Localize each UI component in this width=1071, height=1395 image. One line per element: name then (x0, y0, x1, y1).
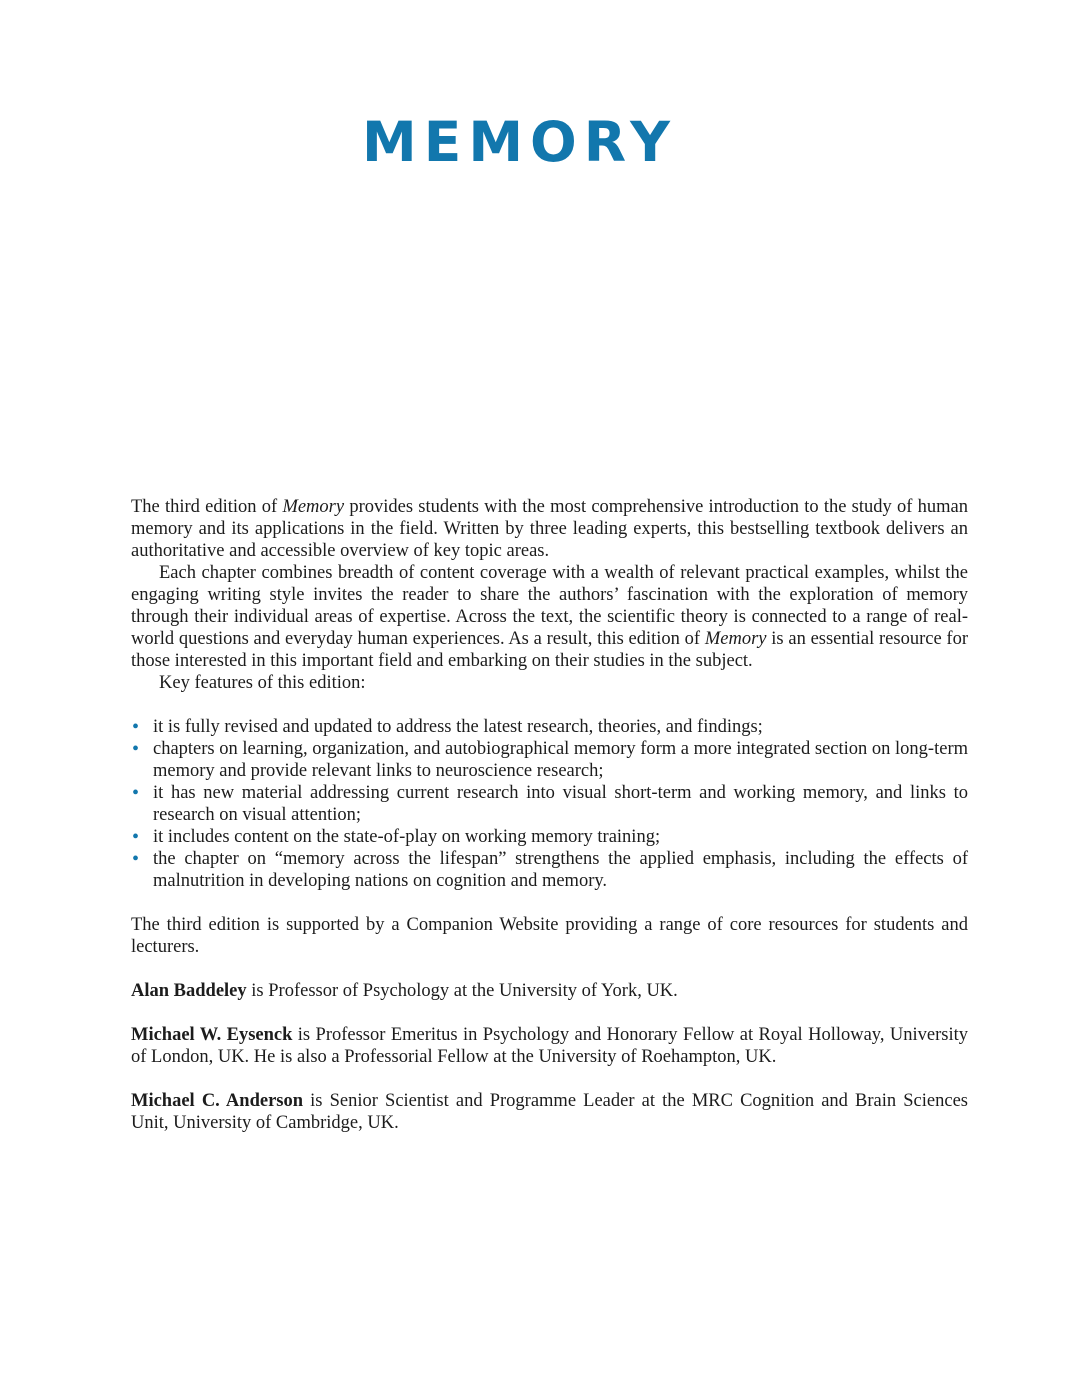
text-run: Memory (704, 629, 767, 649)
intro-paragraphs (131, 496, 968, 694)
closing-paragraphs (131, 914, 968, 1134)
text-run: Memory (282, 497, 345, 517)
bullet-icon: • (132, 848, 140, 870)
key-feature-item (131, 848, 968, 892)
key-feature-item (131, 826, 968, 848)
body-text (131, 496, 968, 1134)
key-feature-item (131, 716, 968, 738)
paragraph (131, 980, 968, 1002)
text-run: provides students with the most comprehensive introduction to the study of human memory and its applications in the field. Written by three leading experts, this bestselling textbook delivers an authoritative and accessible overview of key topic areas. (131, 497, 968, 561)
paragraph (131, 1090, 968, 1134)
paragraph (131, 672, 968, 694)
text-run: Alan Baddeley (131, 981, 247, 1001)
key-feature-item (131, 782, 968, 826)
text-run: the chapter on “memory across the lifespan” strengthens the applied emphasis, including the effects of malnutrition in developing nations on cognition and memory. (153, 849, 968, 891)
text-run: it has new material addressing current research into visual short-term and working memory, and links to research on visual attention; (153, 783, 968, 825)
paragraph (131, 562, 968, 672)
paragraph (131, 1024, 968, 1068)
text-run: is Senior Scientist and Programme Leader at the MRC Cognition and Brain Sciences Unit, University of Cambridge, UK. (131, 1091, 968, 1133)
text-run: The third edition is supported by a Companion Website providing a range of core resources for students and lecturers. (131, 915, 968, 957)
text-run: chapters on learning, organization, and autobiographical memory form a more integrated section on long-term memory and provide relevant links to neuroscience research; (153, 739, 968, 781)
paragraph (131, 914, 968, 958)
text-run: is an essential resource for those interested in this important field and embarking on their studies in the subject. (131, 629, 968, 671)
key-feature-item (131, 738, 968, 782)
bullet-icon: • (132, 826, 140, 848)
text-run: The third edition of (131, 497, 283, 517)
text-run: is Professor Emeritus in Psychology and Honorary Fellow at Royal Holloway, University of London, UK. He is also a Professorial Fellow at the University of Roehampton, UK. (131, 1025, 968, 1067)
bullet-icon: • (132, 782, 140, 804)
bullet-icon: • (132, 716, 140, 738)
key-features-list (131, 716, 968, 892)
book-title: MEMORY (362, 110, 677, 174)
text-run: Michael C. Anderson (131, 1091, 304, 1111)
text-run: Michael W. Eysenck (131, 1025, 293, 1045)
text-run: it includes content on the state-of-play on working memory training; (153, 827, 661, 847)
paragraph (131, 496, 968, 562)
text-run: is Professor of Psychology at the University of York, UK. (246, 981, 678, 1001)
text-run: Each chapter combines breadth of content coverage with a wealth of relevant practical examples, whilst the engaging writing style invites the reader to share the authors’ fascination with the exploration of memory through their individual areas of expertise. Across the text, the scientific theory is connected to a range of real-world questions and everyday human experiences. As a result, this edition of (131, 563, 968, 649)
text-run: it is fully revised and updated to address the latest research, theories, and findings; (153, 717, 763, 737)
text-run: Key features of this edition: (159, 673, 366, 693)
bullet-icon: • (132, 738, 140, 760)
